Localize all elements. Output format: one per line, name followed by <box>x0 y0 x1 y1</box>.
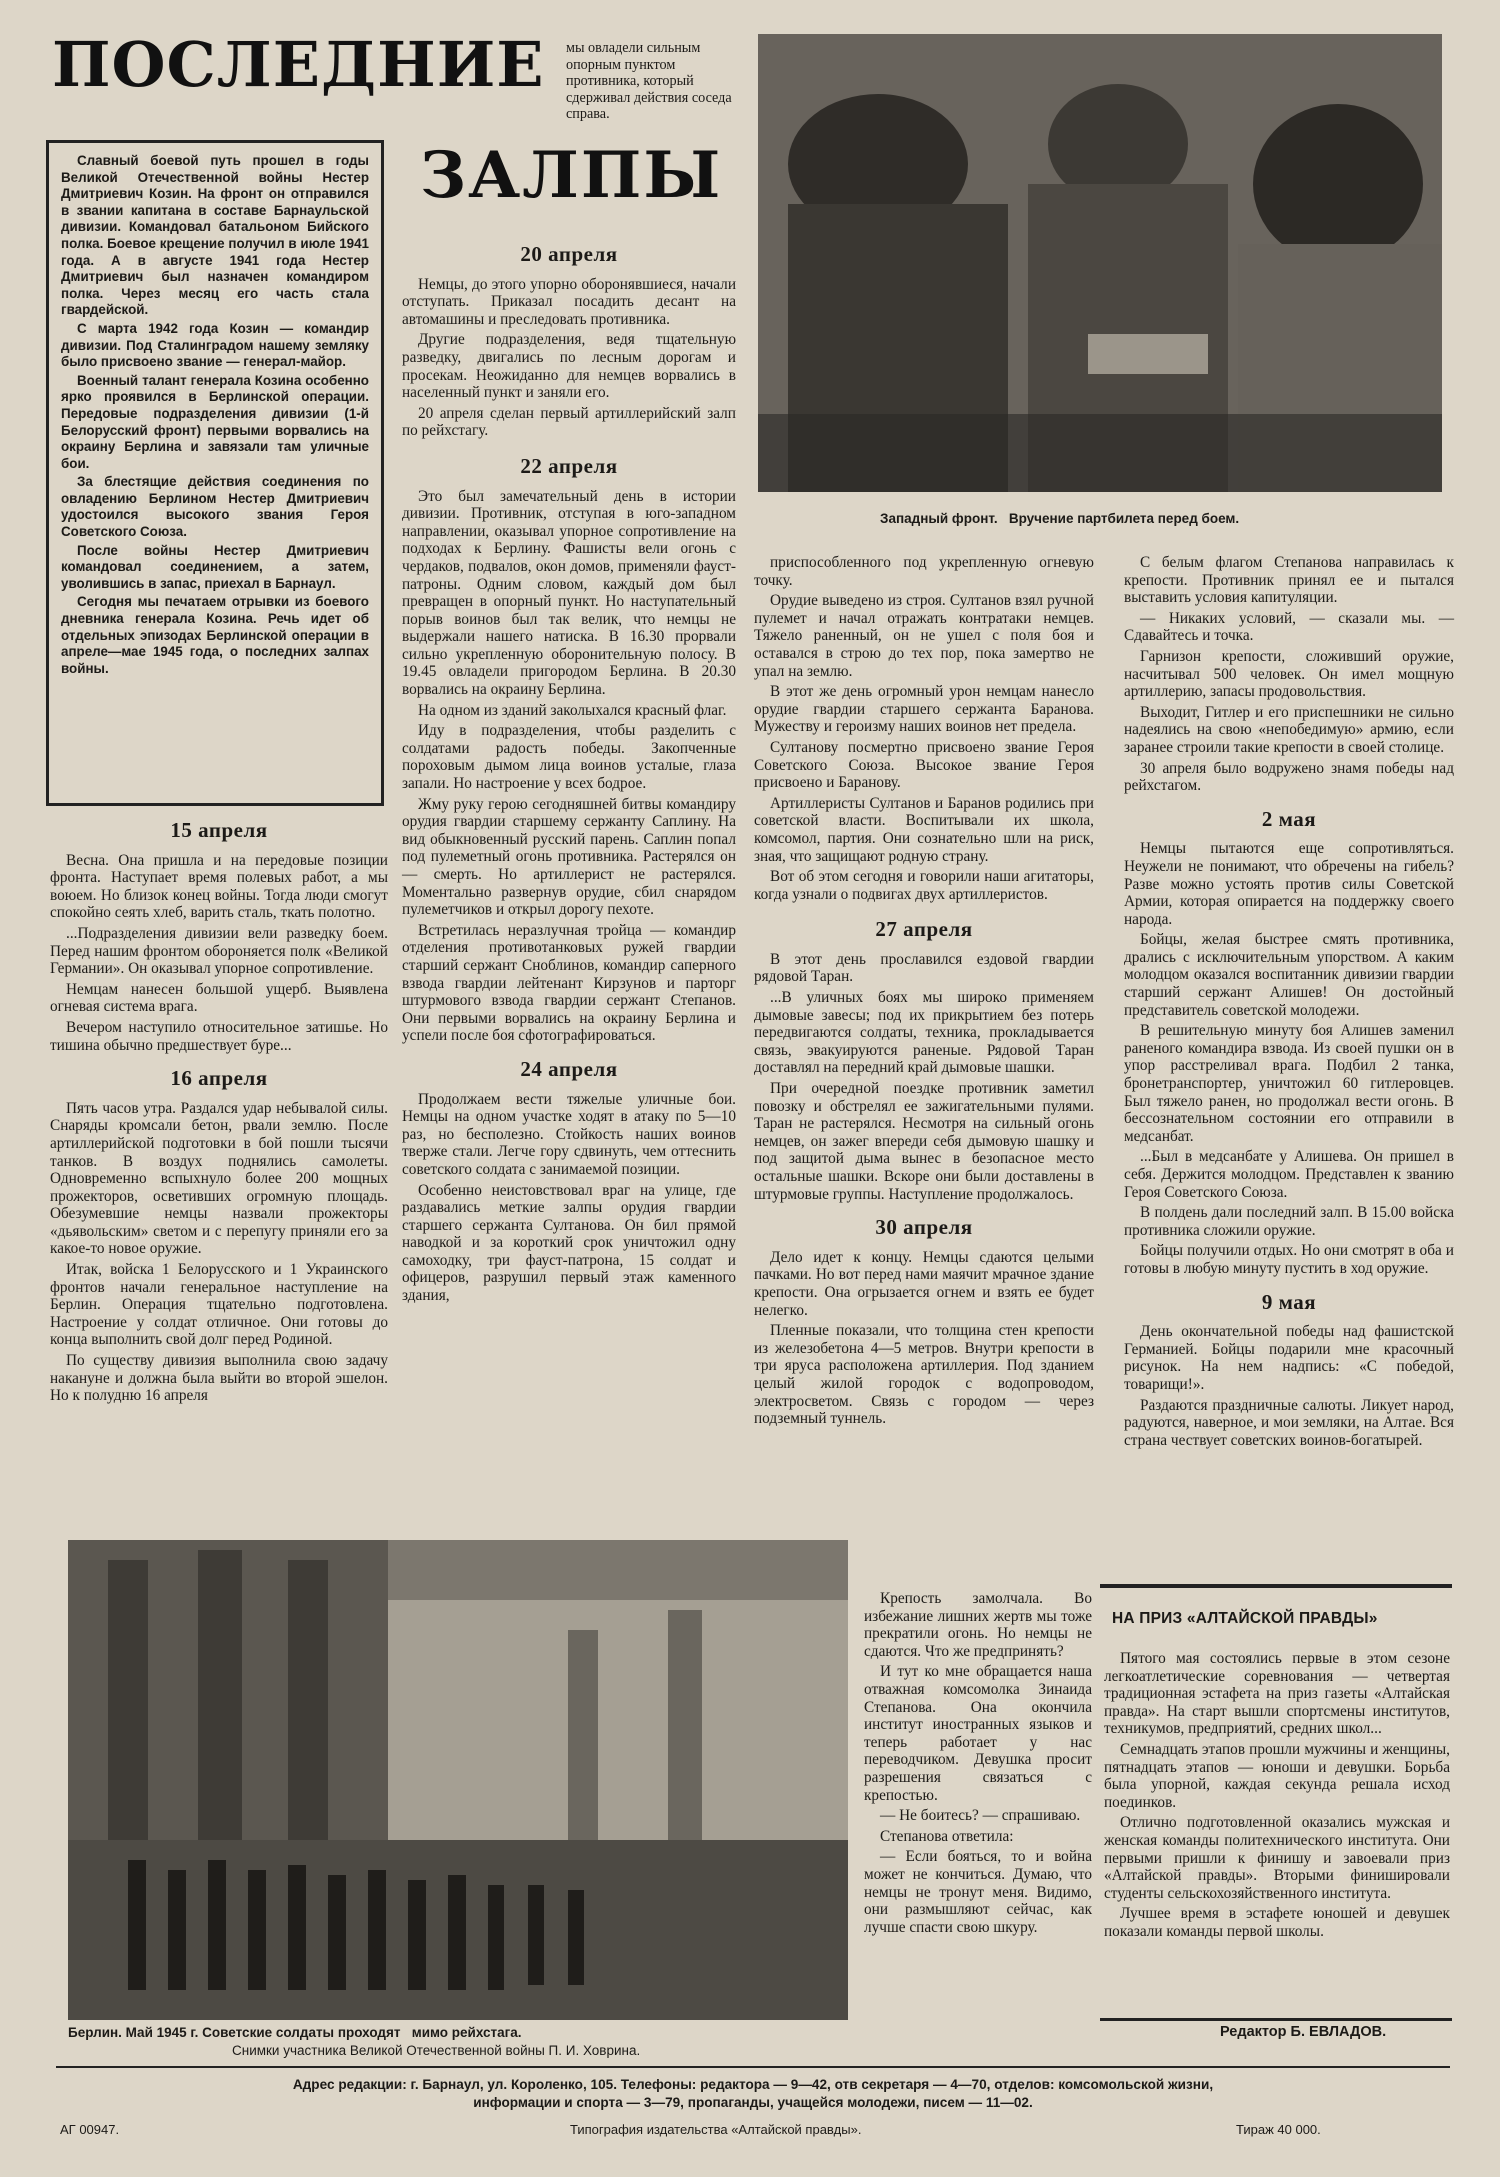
text-22-april <box>402 488 736 1045</box>
paragraph: 30 апреля было водружено знамя победы над рейхстагом. <box>1124 759 1454 795</box>
paragraph: Дело идет к концу. Немцы сдаются целыми пачками. Но вот перед нами маячит мрачное здание крепости. Она огрызается огнем и взять ее будет нелегко. <box>754 1248 1094 1319</box>
paragraph: В этот же день огромный урон немцам нанесло орудие гвардии старшего сержанта Баранова. Мужеству и героизму наших воинов нет предела. <box>754 683 1094 736</box>
paragraph: Лучшее время в эстафете юношей и девушек показали команды первой школы. <box>1104 1905 1450 1940</box>
date-heading-16-april: 16 апреля <box>170 1066 268 1091</box>
paragraph: С белым флагом Степанова направилась к крепости. Противник принял ее и пытался выставить условия капитуляции. <box>1124 554 1454 607</box>
bio-box <box>46 140 384 806</box>
column-1 <box>50 812 388 1408</box>
paragraph: Семнадцать этапов прошли мужчины и женщины, пятнадцать этапов — юноши и девушки. Борьба была упорной, каждая секунда решала исход поединков. <box>1104 1740 1450 1811</box>
paragraph: За блестящие действия соединения по овладению Берлином Нестер Дмитриевич удостоился высокого звания Героя Советского Союза. <box>61 474 369 540</box>
paragraph: Бойцы получили отдых. Но они смотрят в оба и готовы в любую минуту пустить в ход оружие. <box>1124 1242 1454 1277</box>
text-2-may <box>1124 840 1454 1277</box>
paragraph: Военный талант генерала Козина особенно ярко проявился в Берлинской операции. Передовые подразделения дивизии (1-й Белорусский фронт) первыми ворвались на окраину Берлина и завязали там уличные бои. <box>61 372 369 471</box>
paragraph: 20 апреля сделан первый артиллерийский залп по рейхстагу. <box>402 404 736 440</box>
date-heading-22-april: 22 апреля <box>520 453 618 478</box>
paragraph: Гарнизон крепости, сложивший оружие, насчитывал 500 человек. Он имел мощную артиллерию, запасы продовольствия. <box>1124 647 1454 701</box>
paragraph: Орудие выведено из строя. Султанов взял ручной пулемет и начал отражать контратаки немцев. Тяжело раненный, он не ушел с поля боя и оставался в строю до тех пор, пока замертво не упал на землю. <box>754 592 1094 680</box>
footer-code: АГ 00947. <box>60 2122 120 2137</box>
paragraph: Весна. Она пришла и на передовые позиции фронта. Наступает время полевых работ, а мы воюем. Но близок конец войны. Тогда люди смогут спокойно сеять хлеб, варить сталь, ткать полотно. <box>50 851 388 922</box>
prize-title: НА ПРИЗ «АЛТАЙСКОЙ ПРАВДЫ» <box>1112 1610 1378 1627</box>
photo-party-card-caption: Западный фронт. Вручение партбилета перед боем. <box>880 511 1240 526</box>
paragraph: Немцы пытаются еще сопротивляться. Неужели не понимают, что обречены на гибель? Разве можно устоять против силы Советской Армии, которая опирается на поддержку своего народа. <box>1124 840 1454 928</box>
paragraph: Сегодня мы печатаем отрывки из боевого дневника генерала Козина. Речь идет об отдельных эпизодах Берлинской операции в апреле—мае 1945 года, о последних залпах войны. <box>61 594 369 676</box>
paragraph: Вечером наступило относительное затишье. Но тишина обычно предшествует буре... <box>50 1018 388 1054</box>
footer-line-2: информации и спорта — 3—79, пропаганды, учащейся молодежи, писем — 11—02. <box>473 2095 1033 2110</box>
paragraph: Отлично подготовленной оказались мужская и женская команды политехнического института. Они первыми пришли к финишу и завоевали приз «Алтайской правды». Вторыми финишировали студенты сельскохозяйственного института. <box>1104 1814 1450 1902</box>
photo-reichstag-image <box>68 1540 848 2020</box>
paragraph: Это был замечательный день в истории дивизии. Противник, отступая в юго-западном направлении, оказывал упорное сопротивление на подходах к Берлину. Фашисты вели огонь с чердаков, подвалов, окон домов, применяли фауст-патроны. Одним словом, каждый дом был превращен в опорный пункт. Но наступательный порыв воинов был так велик, что немцы не выдержали нашего натиска. В 16.30 прорвали сильно укрепленную оборонительную полосу. В 19.45 овладели пригородом Берлина. В 20.30 ворвались на окраину Берлина. <box>402 487 736 699</box>
paragraph: Итак, войска 1 Белорусского и 1 Украинского фронтов начали генеральное наступление на Берлин. Операция тщательно подготовлена. Настроение у солдат отличное. Они готовы до конца выполнить свой долг перед Родиной. <box>50 1261 388 1349</box>
paragraph: Крепость замолчала. Во избежание лишних жертв мы тоже прекратили огонь. Но немцы не сдаются. Что же предпринять? <box>864 1590 1092 1660</box>
paragraph: После войны Нестер Дмитриевич командовал соединением, а затем, уволившись в запас, приехал в Барнаул. <box>61 542 369 591</box>
date-heading-2-may: 2 мая <box>1261 806 1317 831</box>
footer-circulation: Тираж 40 000. <box>1236 2122 1321 2137</box>
paragraph: Продолжаем вести тяжелые уличные бои. Немцы на одном участке ходят в атаку по 5—10 раз, но бесполезно. Стойкость наших воинов тверже стали. Легче гору сдвинуть, чем оттеснить советского солдата с занимаемой позиции. <box>402 1090 736 1178</box>
date-heading-30-april: 30 апреля <box>875 1215 973 1240</box>
photo-party-card-image <box>758 34 1442 492</box>
text-30-april-continued <box>1124 554 1454 795</box>
paragraph: Пленные показали, что толщина стен крепости из железобетона 4—5 метров. Внутри крепости в три яруса расположена артиллерия. Под зданием целый жилой городок с водопроводом, электросветом. Связь с городом — через подземный туннель. <box>754 1322 1094 1428</box>
paragraph: — Если бояться, то и война может не кончиться. Думаю, что немцы не тронут меня. Видимо, они размышляют сейчас, как лучше спасти свою шкуру. <box>864 1848 1092 1936</box>
text-16-april <box>50 1100 388 1405</box>
paragraph: В этот день прославился ездовой гвардии рядовой Таран. <box>754 950 1094 986</box>
paragraph: В решительную минуту боя Алишев заменил раненого командира взвода. Из своей пушки он в упор расстреливал врага. Подбил 2 танка, бронетранспортер, уничтожил 60 гитлеровцев. Был тяжело ранен, но продолжал вести огонь. В бессознательном состоянии его отправили в медсанбат. <box>1124 1022 1454 1145</box>
paragraph: ...В уличных боях мы широко применяем дымовые завесы; под их прикрытием без потерь передвигаются солдаты, техника, прокладывается связь, эвакуируются раненые. Рядовой Таран доставлял на передний край дымовые шашки. <box>754 989 1094 1077</box>
date-heading-27-april: 27 апреля <box>875 917 973 942</box>
column-4 <box>1124 554 1454 1452</box>
text-20-april <box>402 276 736 440</box>
photo-reichstag <box>68 1540 848 2020</box>
paragraph: ...Подразделения дивизии вели разведку боем. Перед нашим фронтом обороняется полк «Великой Германии». Он оказывал упорное сопротивление. <box>50 924 388 978</box>
paragraph: День окончательной победы над фашистской Германией. Бойцы подарили мне красочный рисунок. На нем надпись: «С победой, товарищи!». <box>1124 1323 1454 1393</box>
photo-credit: Снимки участника Великой Отечественной войны П. И. Ховрина. <box>232 2043 641 2058</box>
editor-signature: Редактор Б. ЕВЛАДОВ. <box>1220 2024 1387 2040</box>
text-15-april <box>50 852 388 1055</box>
paragraph: Иду в подразделения, чтобы разделить с солдатами радость победы. Закопченные пороховым дымом лица воинов усталые, глаза запали. Но настроение у всех бодрое. <box>402 722 736 793</box>
paragraph: В полдень дали последний залп. В 15.00 войска противника сложили оружие. <box>1124 1204 1454 1239</box>
paragraph: Бойцы, желая быстрее смять противника, дрались с исключительным упорством. А каким молодцом оказался воспитанник дивизии гвардии старший сержант Алишев! Он достойный представитель советской молодежи. <box>1124 931 1454 1019</box>
paragraph: Жму руку герою сегодняшней битвы командиру орудия гвардии старшему сержанту Саплину. На вид обыкновенный русский парень. Саплин попал под пулеметный огонь противника. Растерялся он — смерть. Но артиллерист не растерялся. Моментально развернув орудие, сбил снарядом пулеметчиков и открыл дорогу пехоте. <box>402 795 736 919</box>
text-24-april-continued <box>754 554 1094 903</box>
text-9-may <box>1124 1323 1454 1449</box>
photo-reichstag-caption: Берлин. Май 1945 г. Советские солдаты проходят мимо рейхстага. <box>68 2025 522 2040</box>
paragraph: При очередной поездке противник заметил повозку и обстрелял ее зажигательными пулями. Таран не растерялся. Несмотря на сильный огонь немцев, он зажег впереди себя дымовую шашку и под защитой дыма вынес в безопасное место остальные шашки. Вскоре они были доставлены в штурмовые группы. Наступление продолжалось. <box>754 1080 1094 1203</box>
column-3 <box>754 554 1094 1431</box>
footer-rule <box>56 2066 1450 2068</box>
column-3-narrow <box>864 1590 1092 1939</box>
footer-printer: Типография издательства «Алтайской правды». <box>570 2122 862 2137</box>
paragraph: По существу дивизия выполнила свою задачу накануне и должна была выйти во второй эшелон. Но к полудню 16 апреля <box>50 1352 388 1405</box>
paragraph: Раздаются праздничные салюты. Ликует народ, радуются, наверное, и мои земляки, на Алтае. Вся страна чествует советских воинов-богатырей. <box>1124 1396 1454 1449</box>
paragraph: ...Был в медсанбате у Алишева. Он пришел в себя. Держится молодцом. Представлен к званию Героя Советского Союза. <box>1124 1148 1454 1201</box>
text-30-april <box>754 1249 1094 1428</box>
photo-party-card <box>758 34 1442 492</box>
date-heading-20-april: 20 апреля <box>520 242 618 266</box>
prize-text <box>1104 1650 1450 1944</box>
paragraph: Другие подразделения, ведя тщательную разведку, двигались по лесным дорогам и просекам. Неожиданно для немцев ворвались в населенный пункт и заняли его. <box>402 331 736 402</box>
footer-line-1: Адрес редакции: г. Барнаул, ул. Короленко, 105. Телефоны: редактора — 9—42, отв секретаря — 4—70, отделов: комсомольской жизни, <box>292 2077 1214 2092</box>
paragraph: На одном из зданий заколыхался красный флаг. <box>418 701 727 719</box>
paragraph: Вот об этом сегодня и говорили наши агитаторы, когда узнали о подвигах двух артиллеристов. <box>754 868 1094 903</box>
date-heading-15-april: 15 апреля <box>170 818 268 842</box>
bio-text <box>61 153 369 677</box>
paragraph: приспособленного под укрепленную огневую точку. <box>754 554 1094 589</box>
paragraph: — Никаких условий, — сказали мы. — Сдавайтесь и точка. <box>1124 609 1454 645</box>
paragraph: Особенно неистовствовал враг на улице, где раздавались меткие залпы орудия гвардии старшего сержанта Султанова. Он бил прямой наводкой и за короткий срок уничтожил одну самоходку, три фауст-патрона, 15 солдат и офицеров, разрушил первый этаж каменного здания, <box>402 1181 736 1305</box>
paragraph: — Не боитесь? — спрашиваю. <box>880 1807 1081 1825</box>
paragraph: Артиллеристы Султанов и Баранов родились при советской власти. Воспитывали их школа, комсомол, партия. Они сознательно шли на риск, зная, что защищают родную страну. <box>754 794 1094 865</box>
paragraph: С марта 1942 года Козин — командир дивизии. Под Сталинградом нашему земляку было присвоено звание — генерал-майор. <box>61 320 369 370</box>
headline-line1: ПОСЛЕДНИЕ <box>52 28 545 101</box>
text-27-april <box>754 951 1094 1203</box>
footer-address <box>56 2076 1450 2112</box>
paragraph: Выходит, Гитлер и его приспешники не сильно надеялись на свою «непобедимую» армию, если заранее строили такие крепости в своей столице. <box>1124 703 1454 756</box>
paragraph: Султанову посмертно присвоено звание Героя Советского Союза. Высокое звание Героя присвоено и Баранову. <box>754 738 1094 792</box>
paragraph: Немцам нанесен большой ущерб. Выявлена огневая система врага. <box>50 980 388 1016</box>
column-2 <box>402 236 736 1308</box>
date-heading-24-april: 24 апреля <box>520 1056 618 1081</box>
paragraph: Немцы, до этого упорно оборонявшиеся, начали отступать. Приказал посадить десант на автомашины и преследовать противника. <box>402 275 736 328</box>
paragraph: Славный боевой путь прошел в годы Великой Отечественной войны Нестер Дмитриевич Козин. На фронт он отправился в звании капитана в составе Барнаульской дивизии. Командовал батальоном Бийского полка. Боевое крещение получил в июле 1941 года. А в августе 1941 года Нестер Дмитриевич был назначен командиром полка. Через месяц его часть стала гвардейской. <box>61 153 369 318</box>
headline-line2: ЗАЛПЫ <box>420 138 723 213</box>
paragraph: Степанова ответила: <box>880 1827 1014 1845</box>
date-heading-9-may: 9 мая <box>1261 1289 1317 1314</box>
paragraph: И тут ко мне обращается наша отважная комсомолка Зинаида Степанова. Она окончила институт иностранных языков и теперь работает у нас переводчиком. Девушка просит разрешения связаться с крепостью. <box>864 1663 1092 1804</box>
paragraph: Встретилась неразлучная тройца — командир отделения противотанковых ружей гвардии старший сержант Сноблинов, командир саперного взвода гвардии лейтенант Кирзунов и парторг штурмового взвода гвардии сержант Степанов. Они первыми ворвались на окраину Берлина и успели после боя сфотографироваться. <box>402 921 736 1045</box>
text-24-april <box>402 1091 736 1305</box>
intro-top: мы овладели сильным опорным пунктом противника, который сдерживал действия соседа справа. <box>566 40 732 123</box>
prize-bottom-rule <box>1100 2018 1452 2021</box>
paragraph: Пятого мая состоялись первые в этом сезоне легкоатлетические соревнования — четвертая традиционная эстафета на приз газеты «Алтайская правда». На старт вышли спортсмены институтов, техникумов, предприятий, средних школ... <box>1104 1650 1450 1738</box>
paragraph: Пять часов утра. Раздался удар небывалой силы. Снаряды кромсали бетон, рвали землю. После артиллерийской подготовки в бой пошли тысячи танков. В воздух поднялись самолеты. Одновременно вспыхнуло более 200 мощных прожекторов, осветивших огромную площадь. Обезумевшие немцы назвали прожекторы «дьявольским» светом и с перепугу приняли его за какое-то новое оружие. <box>50 1099 388 1258</box>
prize-top-rule <box>1100 1584 1452 1588</box>
